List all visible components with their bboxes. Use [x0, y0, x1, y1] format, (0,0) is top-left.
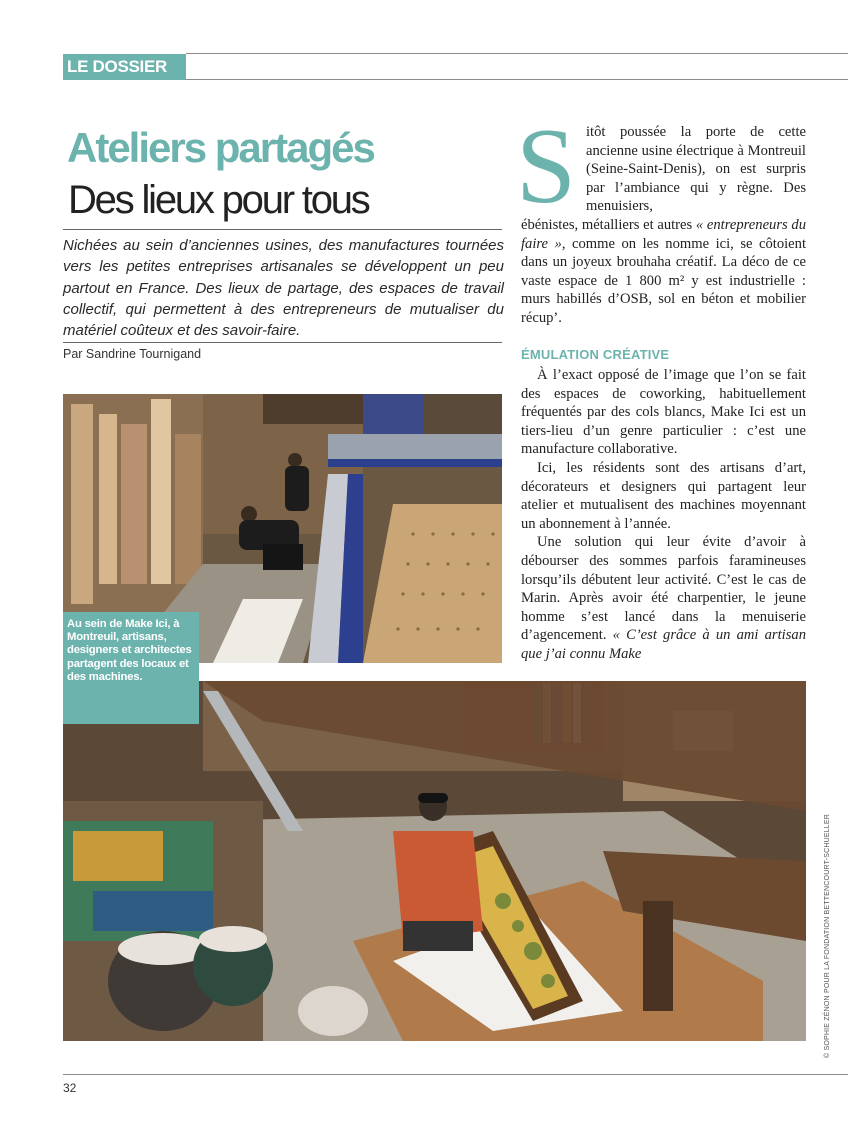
photo-credit: © SOPHIE ZÉNON POUR LA FONDATION BETTENCOURT-SCHUELLER	[824, 813, 831, 1058]
title-rule	[63, 229, 502, 230]
page-number: 32	[63, 1081, 77, 1095]
article-chapo: Nichées au sein d’anciennes usines, des manufactures tournées vers les petites entreprises artisanales se développent un peu partout en France. Des lieux de partage, des espaces de travail collectif, qui permettent à des entrepreneurs de mutualiser du matériel coûteux et des savoir-faire.	[63, 237, 504, 340]
body-paragraph	[521, 533, 806, 663]
footer-rule	[63, 1074, 848, 1075]
chapo-rule	[63, 342, 502, 343]
body-paragraph: Ici, les résidents sont des artisans d’art, décorateurs et designers qui partagent leur atelier et mutualisent des machines moyennant un abonnement à l’année.	[521, 459, 806, 532]
header-rule-bottom	[186, 79, 848, 80]
body-paragraph: À l’exact opposé de l’image que l’on se fait des espaces de coworking, habituellement fréquentés par des cols blancs, Make Ici est un tiers-lieu d’un genre particulier : c’est une manufacture collaborative.	[521, 367, 806, 458]
header-rule-top	[186, 53, 848, 54]
intro-quote: « entrepreneurs du faire »	[521, 217, 806, 252]
intro-paragraph-start: itôt poussée la porte de cette ancienne usine électrique à Montreuil (Seine-Saint-Denis), on est surpris par l’ambiance qui y règne. Des menuisiers,	[586, 124, 806, 215]
intro-text-continued: , comme on les nomme ici, se côtoient dans un joyeux brouhaha créatif. La déco de ce vaste espace de 1 800 m² y est industrielle : murs habillés d’OSB, sol en béton et mobilier récup’.	[521, 235, 807, 326]
byline: Par Sandrine Tournigand	[63, 347, 202, 361]
article-title: Ateliers partagés	[67, 124, 374, 171]
photo-caption: Au sein de Make Ici, à Montreuil, artisans, designers et architectes partagent des locaux et des machines.	[63, 612, 199, 724]
section-heading: ÉMULATION CRÉATIVE	[521, 347, 670, 362]
drop-cap: S	[516, 107, 577, 226]
body-paragraph-text: Une solution qui leur évite d’avoir à débourser des sommes parfois faramineuses lorsqu’ils débutent leur activité. C’est le cas de Marin. Après avoir été charpentier, le jeune homme s’est lancé dans la menuiserie d’agencement.	[521, 534, 806, 644]
section-tag: LE DOSSIER	[63, 54, 186, 80]
article-subtitle: Des lieux pour tous	[68, 178, 369, 222]
body-quote: « C’est grâce à un ami artisan que j’ai connu Make	[521, 627, 806, 662]
intro-text: ébénistes, métalliers et autres	[521, 217, 696, 233]
workshop-photo-artisan	[63, 681, 806, 1041]
intro-paragraph-end	[521, 216, 806, 328]
body-text	[521, 366, 806, 664]
